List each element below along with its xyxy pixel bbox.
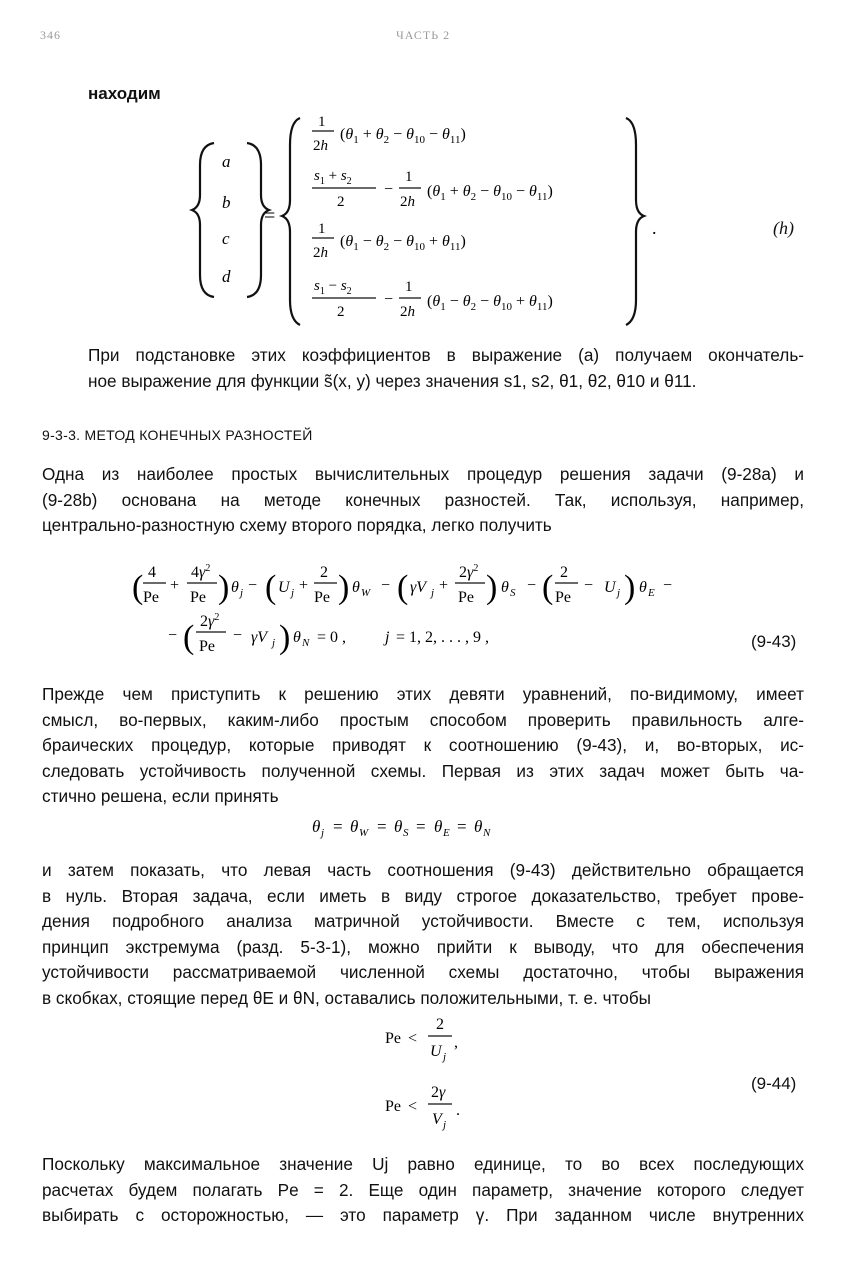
equation-9-44 <box>370 1012 510 1137</box>
svg-text:−: − <box>384 181 394 198</box>
section-heading: 9-3-3. МЕТОД КОНЕЧНЫХ РАЗНОСТЕЙ <box>42 427 313 443</box>
svg-text:j: j <box>291 587 295 599</box>
svg-text:θ: θ <box>350 817 359 836</box>
equation-9-43-label: (9-43) <box>751 632 797 651</box>
svg-text:): ) <box>624 569 636 606</box>
para2-line1: Одна из наиболее простых вычислительных процедур решения задачи (9-28a) и <box>42 464 804 484</box>
svg-text:2: 2 <box>337 194 345 210</box>
matrix-row-2 <box>312 168 553 210</box>
svg-text:+: + <box>439 577 449 594</box>
svg-text:θ: θ <box>434 817 443 836</box>
svg-text:(θ1 − θ2 − θ10 + θ11): $(\theta_1 - \theta_2 - \theta_{10} + \theta_{11})$ <box>427 293 553 313</box>
matrix-lhs-c: c <box>222 229 230 248</box>
svg-text:N: N <box>483 827 491 839</box>
svg-text:j: j <box>443 1051 447 1063</box>
paragraph-4 <box>42 858 804 1011</box>
svg-text:=: = <box>457 817 467 836</box>
svg-text:U: U <box>430 1043 442 1060</box>
svg-text:W: W <box>359 827 369 839</box>
svg-text:j: j <box>321 827 325 839</box>
svg-text:): ) <box>218 569 230 606</box>
running-title: ЧАСТЬ 2 <box>396 28 451 42</box>
svg-text:+: + <box>299 577 309 594</box>
matrix-equals: = <box>264 205 276 227</box>
svg-text:1: 1 <box>405 279 413 295</box>
para3-line5: стично решена, если принять <box>42 786 279 806</box>
para1-line1: При подстановке этих коэффициентов в выражение (a) получаем окончатель- <box>88 345 804 365</box>
svg-text:(: ( <box>542 569 554 606</box>
svg-text:j: j <box>240 587 244 599</box>
svg-text:2: 2 <box>436 1016 444 1033</box>
svg-text:2: 2 <box>320 564 328 581</box>
svg-text:(: ( <box>397 569 409 606</box>
svg-text:θ: θ <box>231 579 239 596</box>
para4-line2: в нуль. Вторая задача, если иметь в виду строгое доказательство, требует прове- <box>42 885 804 906</box>
equation-h <box>0 110 845 335</box>
para3-line2: смысл, во-первых, каким-либо простым способом проверить правильность алге- <box>42 709 804 730</box>
svg-text:2γ2: $2\gamma^2$ <box>200 612 220 630</box>
equation-equal-thetas <box>300 812 550 842</box>
para3-line4: следовать устойчивость полученной схемы. Первая из этих задач может быть ча- <box>42 760 804 781</box>
intro-word: находим <box>88 84 161 103</box>
svg-text:E: E <box>443 827 450 839</box>
paragraph-3 <box>42 682 804 810</box>
svg-text:Pe: Pe <box>385 1030 401 1047</box>
svg-text:U: U <box>604 579 616 596</box>
svg-text:Pe: Pe <box>555 589 571 606</box>
para3-line3: браических процедур, которые приводят к соотношению (9-43), и, во-вторых, ис- <box>42 735 804 755</box>
svg-text:2h: 2h <box>313 138 328 154</box>
svg-text:(θ1 + θ2 − θ10 − θ11): $(\theta_1 + \theta_2 - \theta_{10} - \theta_{11})$ <box>427 183 553 203</box>
matrix-lhs-d: d <box>222 267 231 286</box>
svg-text:j: j <box>431 587 435 599</box>
svg-text:θ: θ <box>293 629 301 646</box>
svg-text:S: S <box>510 587 516 599</box>
para4-line5: устойчивости рассматриваемой численной схемы достаточно, чтобы выражения <box>42 962 804 982</box>
para5-line2: расчетах будем полагать Pe = 2. Еще один параметр, значение которого следует <box>42 1179 804 1200</box>
svg-text:θ: θ <box>312 817 321 836</box>
equation-9-43 <box>0 548 845 673</box>
svg-text:j: j <box>617 587 621 599</box>
svg-text:<: < <box>408 1098 418 1115</box>
svg-text:θ: θ <box>352 579 360 596</box>
matrix-lhs-b: b <box>222 193 231 212</box>
svg-text:2: 2 <box>560 564 568 581</box>
page-number: 346 <box>40 28 61 42</box>
svg-text:(: ( <box>183 619 195 656</box>
equation-h-label: (h) <box>773 218 794 238</box>
paragraph-2 <box>42 462 804 539</box>
para2-line3: центрально-разностную схему второго порядка, легко получить <box>42 515 552 535</box>
svg-text:V: V <box>432 1111 442 1128</box>
para4-line1: и затем показать, что левая часть соотношения (9-43) действительно обращается <box>42 860 804 880</box>
svg-text:2γ2: $2\gamma^2$ <box>459 563 479 581</box>
para4-line3: дения подробного анализа матричной устойчивости. Вместе с тем, используя <box>42 911 804 931</box>
svg-text:(θ1 − θ2 − θ10 + θ11): $(\theta_1 - \theta_2 - \theta_{10} + \theta_{11})$ <box>340 233 466 253</box>
para4-line6: в скобках, стоящие перед θE и θN, оставались положительными, т. е. чтобы <box>42 987 652 1008</box>
svg-text:<: < <box>408 1030 418 1047</box>
svg-text:−: − <box>527 577 537 594</box>
svg-text:−: − <box>168 627 178 644</box>
svg-text:4γ2: $4\gamma^2$ <box>191 563 211 581</box>
svg-text:θ: θ <box>639 579 647 596</box>
svg-text:2h: 2h <box>313 245 328 261</box>
svg-text:Pe: Pe <box>314 589 330 606</box>
svg-text:1: 1 <box>318 114 326 130</box>
svg-text:s1 + s2: $s_1 + s_2$ <box>314 168 352 187</box>
svg-text:N: N <box>302 637 310 649</box>
svg-text:=: = <box>377 817 387 836</box>
svg-text:=: = <box>416 817 426 836</box>
svg-text:s1 − s2: $s_1 - s_2$ <box>314 278 352 297</box>
svg-text:2h: 2h <box>400 304 415 320</box>
svg-text:2γ: 2γ <box>431 1084 446 1101</box>
matrix-row-4 <box>312 278 553 320</box>
matrix-period: . <box>652 218 657 238</box>
svg-text:): ) <box>338 569 350 606</box>
svg-text:j: j <box>443 1119 447 1131</box>
para3-line1: Прежде чем приступить к решению этих девяти уравнений, по-видимому, имеет <box>42 684 804 704</box>
matrix-lhs-a: a <box>222 152 231 171</box>
svg-text:−: − <box>233 627 243 644</box>
matrix-row-3 <box>312 221 466 261</box>
svg-text:=: = <box>333 817 343 836</box>
equation-9-44-label: (9-44) <box>751 1074 797 1093</box>
svg-text:Pe: Pe <box>458 589 474 606</box>
svg-text:(θ1 + θ2 − θ10 − θ11): $(\theta_1 + \theta_2 - \theta_{10} - \theta_{11})$ <box>340 126 466 146</box>
svg-text:(: ( <box>132 569 144 606</box>
svg-text:U: U <box>278 579 290 596</box>
svg-text:−: − <box>663 577 673 594</box>
svg-text:−: − <box>584 577 594 594</box>
svg-text:θ: θ <box>394 817 403 836</box>
svg-text:−: − <box>381 577 391 594</box>
svg-text:S: S <box>403 827 409 839</box>
svg-text:= 0 ,: = 0 , <box>317 629 347 646</box>
para4-line4: принцип экстремума (разд. 5-3-1), можно прийти к выводу, что для обеспечения <box>42 936 804 957</box>
svg-text:j: j <box>272 637 276 649</box>
svg-text:4: 4 <box>148 564 156 581</box>
svg-text:γV: γV <box>251 629 268 646</box>
svg-text:−: − <box>248 577 258 594</box>
matrix-row-1 <box>312 114 466 154</box>
svg-text:θ: θ <box>501 579 509 596</box>
svg-text:j: j <box>385 629 390 646</box>
svg-text:E: E <box>648 587 655 599</box>
svg-text:Pe: Pe <box>143 589 159 606</box>
svg-text:.: . <box>456 1102 460 1119</box>
para5-line3: выбирать с осторожностью, — это параметр γ. При заданном числе внутренних <box>42 1205 804 1225</box>
para5-line1: Поскольку максимальное значение Uj равно единице, то во всех последующих <box>42 1154 804 1174</box>
svg-text:): ) <box>279 619 291 656</box>
para1-line2: ное выражение для функции s̃(x, y) через значения s1, s2, θ1, θ2, θ10 и θ11. <box>88 370 697 391</box>
svg-text:): ) <box>486 569 498 606</box>
svg-text:γV: γV <box>410 579 427 596</box>
svg-text:Pe: Pe <box>190 589 206 606</box>
svg-text:Pe: Pe <box>199 638 215 655</box>
svg-text:2h: 2h <box>400 194 415 210</box>
svg-text:1: 1 <box>405 169 413 185</box>
paragraph-1 <box>88 343 804 394</box>
svg-text:= 1, 2, . . . , 9 ,: = 1, 2, . . . , 9 , <box>396 629 490 646</box>
paragraph-5 <box>42 1152 804 1229</box>
svg-text:Pe: Pe <box>385 1098 401 1115</box>
svg-text:θ: θ <box>474 817 483 836</box>
svg-text:−: − <box>384 291 394 308</box>
svg-text:+: + <box>170 577 180 594</box>
svg-text:,: , <box>454 1034 458 1051</box>
svg-text:W: W <box>361 587 371 599</box>
svg-text:(: ( <box>265 569 277 606</box>
svg-text:2: 2 <box>337 304 345 320</box>
para2-line2: (9-28b) основана на методе конечных разностей. Так, используя, например, <box>42 489 804 510</box>
svg-text:1: 1 <box>318 221 326 237</box>
